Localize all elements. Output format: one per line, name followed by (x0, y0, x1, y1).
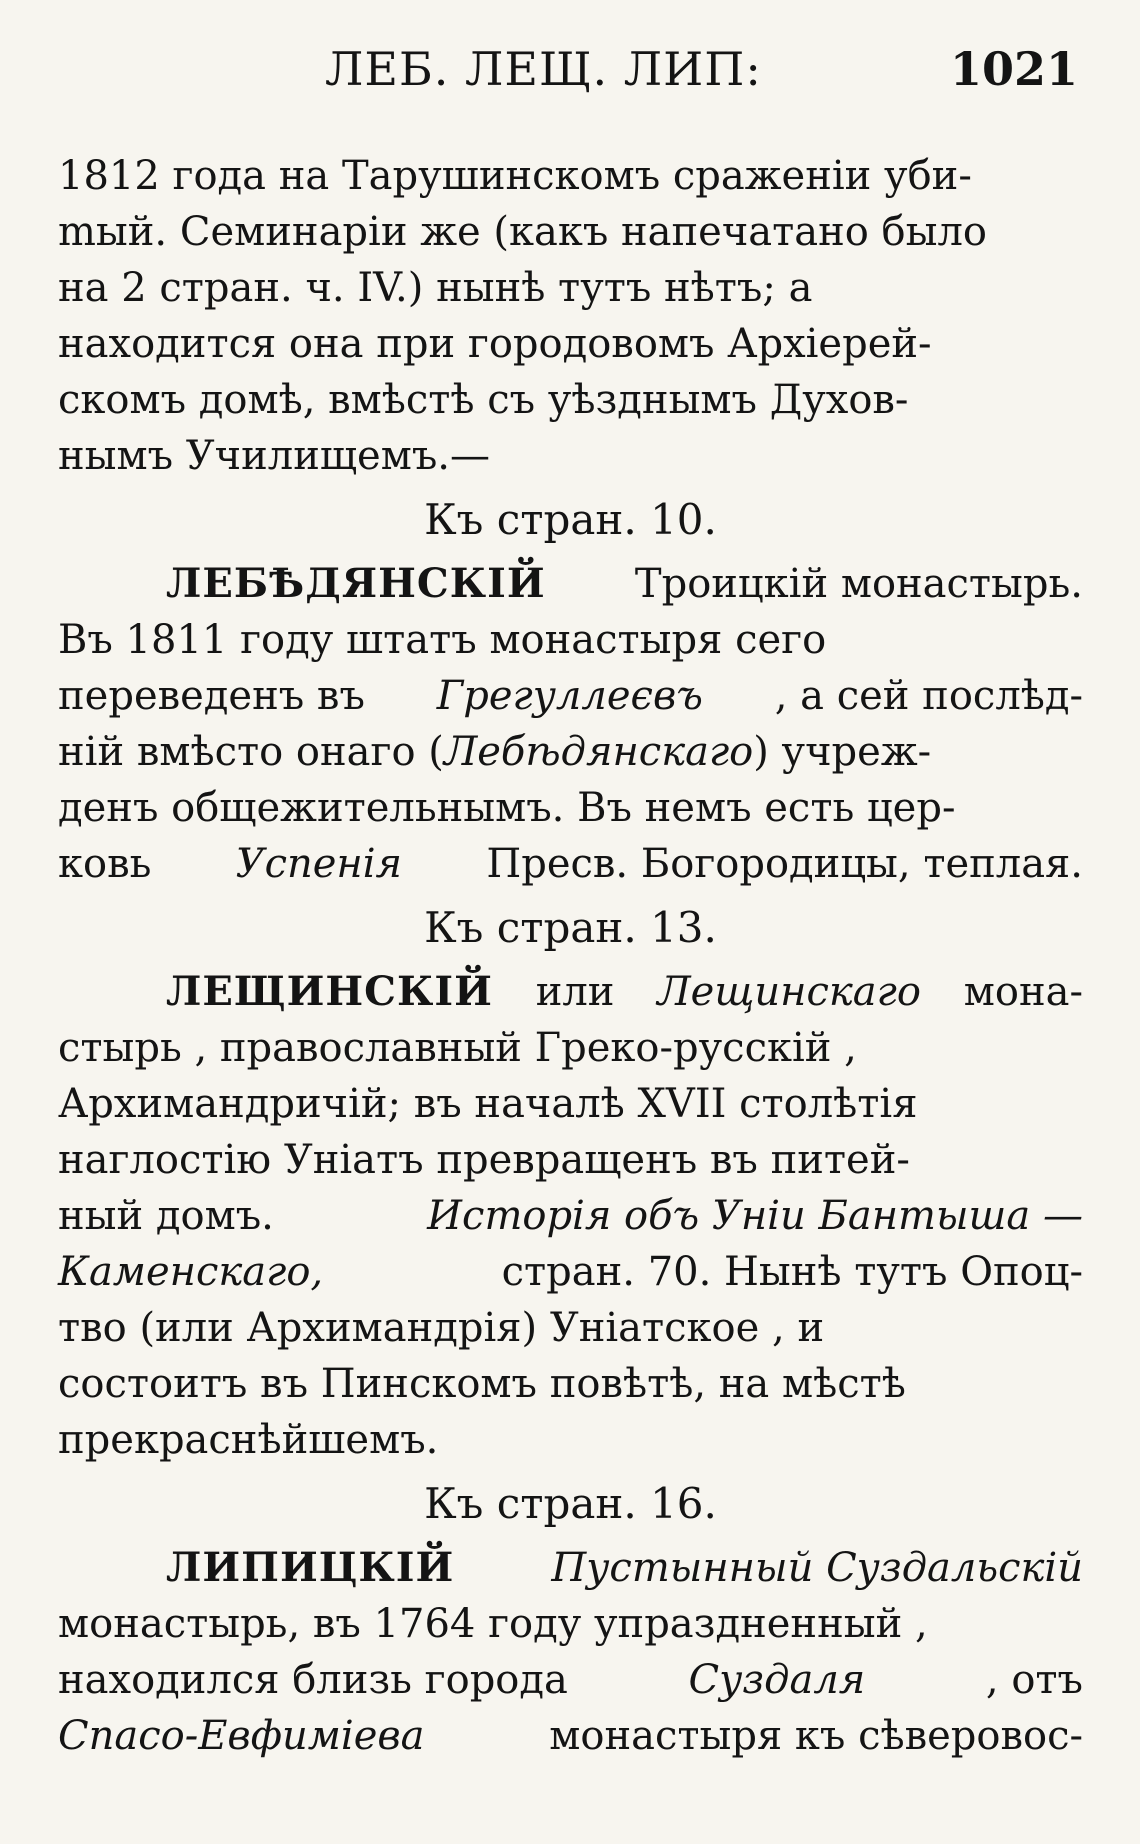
text-line (58, 1708, 1083, 1764)
text-span: стырь , православный Греко-русскiй , (58, 1025, 857, 1071)
text-span: монастыря къ сѣверовос- (549, 1713, 1083, 1759)
running-head: ЛЕБ. ЛЕЩ. ЛИП: (325, 42, 762, 96)
text-line (58, 1020, 1083, 1076)
text-line (58, 316, 1083, 372)
text-span: ный домъ. (58, 1193, 274, 1239)
entry-heading: ЛИПИЦКIЙ (166, 1544, 455, 1591)
text-line (58, 372, 1083, 428)
text-span: mый. Семинарiи же (какъ напечатано было (58, 209, 987, 255)
text-span: монастырь, въ 1764 году упраздненный , (58, 1601, 928, 1647)
text-line (58, 1132, 1083, 1188)
text-line (58, 1300, 1083, 1356)
text-line (58, 1356, 1083, 1412)
text-span: , отъ (985, 1657, 1083, 1703)
italic-span: Пустынный Суздальскiй (551, 1545, 1083, 1591)
text-span: находится она при городовомъ Архiерей- (58, 321, 932, 367)
text-span: 1812 года на Тарушинскомъ сраженiи уби- (58, 153, 972, 199)
italic-span: Спасо-Евфимiева (58, 1713, 425, 1759)
italic-span: Суздаля (688, 1657, 866, 1703)
text-span: Пресв. Богородицы, теплая. (486, 841, 1083, 887)
italic-span: Исторiя объ Унiи Бантыша — (427, 1193, 1083, 1239)
text-span: наглостiю Унiатъ превращенъ въ питей- (58, 1137, 910, 1183)
text-line (58, 836, 1083, 892)
text-span: мона- (963, 969, 1083, 1015)
text-line (58, 1412, 1083, 1468)
text-line (58, 556, 1083, 612)
italic-span: Лебѣдянскаго (443, 729, 754, 775)
text-line (58, 1596, 1083, 1652)
section-reference (58, 1468, 1083, 1540)
text-span: нымъ Училищемъ.— (58, 433, 490, 479)
text-line (58, 260, 1083, 316)
text-span: на 2 стран. ч. IV.) нынѣ тутъ нѣтъ; а (58, 265, 813, 311)
text-line (58, 148, 1083, 204)
text-span: , а сей послѣд- (774, 673, 1083, 719)
text-line (58, 780, 1083, 836)
text-span: Архимандричiй; въ началѣ XVII столѣтiя (58, 1081, 918, 1127)
page-body (58, 148, 1083, 1764)
text-line (58, 1244, 1083, 1300)
text-span: переведенъ въ (58, 673, 365, 719)
section-reference (58, 892, 1083, 964)
text-span: тво (или Архимандрiя) Унiатское , и (58, 1305, 825, 1351)
text-span: нiй вмѣсто онаго ( (58, 729, 444, 775)
text-span: или (535, 969, 615, 1015)
reference-label: Къ стран. 13. (424, 903, 717, 952)
text-line (58, 428, 1083, 484)
text-line (58, 204, 1083, 260)
text-span: ) учреж- (753, 729, 932, 775)
entry-heading: ЛЕЩИНСКIЙ (166, 968, 493, 1015)
text-span: прекраснѣйшемъ. (58, 1417, 439, 1463)
text-line (58, 1188, 1083, 1244)
reference-label: Къ стран. 16. (424, 1479, 717, 1528)
italic-span: Успенiя (235, 841, 403, 887)
italic-span: Грегуллеєвъ (436, 673, 703, 719)
text-span: Троицкiй монастырь. (634, 561, 1083, 607)
page-header (0, 42, 1140, 102)
entry-heading: ЛЕБѢДЯНСКIЙ (166, 560, 546, 607)
text-span: денъ общежительнымъ. Въ немъ есть цер- (58, 785, 956, 831)
italic-span: Каменскаго, (58, 1249, 324, 1295)
text-line (58, 612, 1083, 668)
section-reference (58, 484, 1083, 556)
text-line (58, 1076, 1083, 1132)
text-span: Въ 1811 году штатъ монастыря сего (58, 617, 827, 663)
page-number: 1021 (949, 42, 1078, 96)
text-line (58, 1540, 1083, 1596)
text-span: состоитъ въ Пинскомъ повѣтѣ, на мѣстѣ (58, 1361, 906, 1407)
reference-label: Къ стран. 10. (424, 495, 717, 544)
text-span: стран. 70. Нынѣ тутъ Опоц- (501, 1249, 1083, 1295)
text-span: скомъ домѣ, вмѣстѣ съ уѣзднымъ Духов- (58, 377, 909, 423)
text-span: находился близь города (58, 1657, 568, 1703)
italic-span: Лещинскаго (657, 969, 921, 1015)
text-line (58, 1652, 1083, 1708)
text-line (58, 668, 1083, 724)
text-line (58, 724, 1083, 780)
text-line (58, 964, 1083, 1020)
text-span: ковь (58, 841, 152, 887)
